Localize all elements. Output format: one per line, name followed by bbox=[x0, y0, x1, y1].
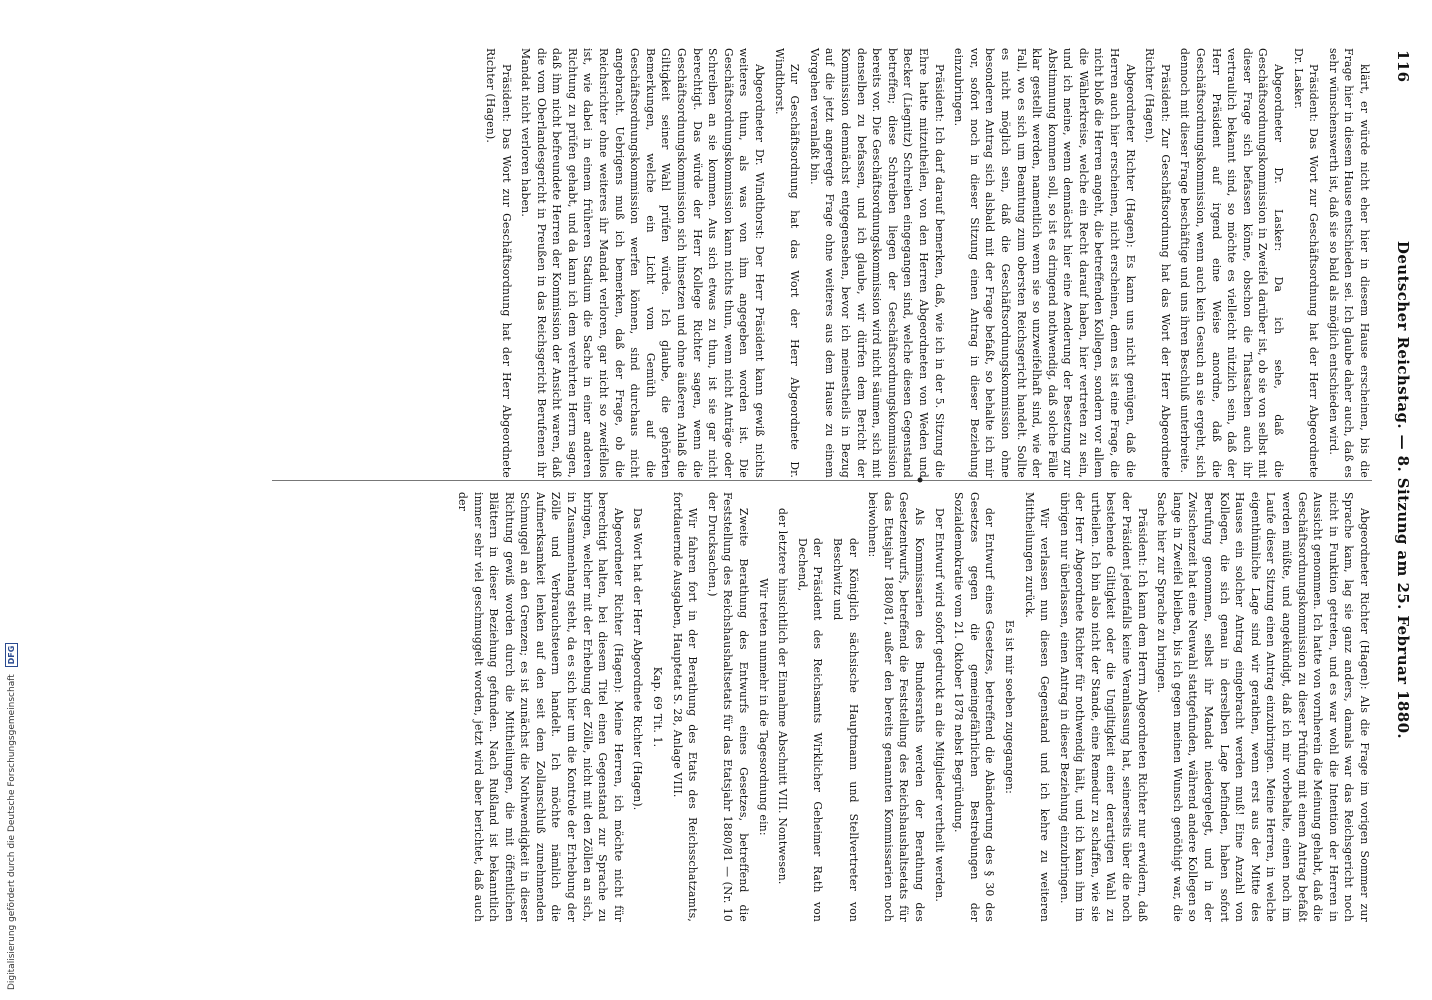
page-title: Deutscher Reichstag. — 8. Sitzung am 25. Februar 1880. bbox=[1394, 240, 1412, 740]
paragraph: Wir fahren fort in der Berathung des Etats des Reichsschatzamts, fortdauernde Ausgaben, Hauptetat S. 28, Anlage VIII. bbox=[670, 492, 700, 922]
paragraph: der letztere hinsichtlich der Einnahme Abschnitt VIII. Nontwesen. bbox=[776, 508, 790, 885]
right-column bbox=[450, 492, 1372, 922]
divider-mark-icon bbox=[916, 476, 924, 484]
paragraph: Wir treten nunmehr in die Tagesordnung ein: bbox=[756, 578, 770, 836]
paragraph: Präsident: Zur Geschäftsordnung hat das Wort der Herr Abgeordnete Richter (Hagen). bbox=[1143, 48, 1172, 478]
paragraph: der Präsident des Reichsamts Wirklicher Geheimer Rath von Dechend, bbox=[795, 538, 825, 922]
paragraph: Abgeordneter Richter (Hagen): Es kann uns nicht genügen, daß die Herren auch hier erscheinen, nicht erscheinen, denn es ist eine Frage, die nicht bloß die Herren angeht, die betreffenden Kollegen, sondern vor allem die Wählerkreise, welche ein Recht darauf haben, hier vertreten zu sein, und ich meine, wenn demnächst hier eine Aenderung der Besetzung zur Abstimmung kommen soll, so ist es dringend nothwendig, daß solche Fälle klar gestellt werden, namentlich wenn sie so unzweifelhaft sind, wie der Fall, wo es sich um Beamtung zum obersten Reichsgericht handelt. Sollte es nicht möglich sein, daß die Geschäftsordnungskommission ohne besonderen Antrag sich alsbald mit der Frage befaßt, so behalte ich mir vor, sofort noch in dieser Sitzung einen Antrag in dieser Beziehung einzubringen. bbox=[952, 48, 1137, 478]
footer-text: Digitalisierung gefördert durch die Deutsche Forschungsgemeinschaft bbox=[7, 674, 17, 990]
paragraph: Zur Geschäftsordnung hat das Wort der Herr Abgeordnete Dr. Windthorst. bbox=[772, 48, 802, 478]
paragraph: Abgeordneter Richter (Hagen): Meine Herren, ich möchte nicht für berechtigt halten, bei diesem Titel einen Gegenstand zur Sprache zu bringen, welcher mit der Erhebung der Zölle, nicht mit den Zöllen an sich, in Zusammenhang steht, da es sich hier um die Kontrole der Erhebung der Zölle und Verbrauchsteuern handelt. Ich möchte nämlich die Aufmerksamkeit lenken auf den seit dem Zollanschluß zunehmenden Schmuggel an den Grenzen; es ist zunächst die Nothwendigkeit in dieser Richtung gewiß worden durch die Mittheilungen, die mit öffentlichen Blättern in dieser Beziehung gefunden. Nach Rußland ist bekanntlich immer sehr viel geschmuggelt worden, jetzt wird aber berichtet, daß auch der bbox=[455, 492, 625, 922]
paragraph: Abgeordneter Dr. Lasker: Da ich sehe, daß die Geschäftsordnungskommission in Zweifel darüber ist, ob sie von selbst mit dieser Frage sich befassen könne, obschon die Thatsachen auch ihr vertraulich bekannt sind, so möchte es vielleicht nützlich sein, daß der Herr Präsident auf irgend eine Weise anordne, daß die Geschäftsordnungskommission, wenn auch kein Gesuch an sie ergeht, sich dennoch mit dieser Frage beschäftige und uns ihren Beschluß unterbreite. bbox=[1178, 48, 1286, 478]
footer-credit bbox=[1, 560, 23, 990]
paragraph: Präsident: Das Wort zur Geschäftsordnung hat der Herr Abgeordnete Richter (Hagen). bbox=[483, 48, 513, 478]
dfg-logo: DFG bbox=[5, 643, 18, 668]
paragraph: Als Kommissarien des Bundesraths werden der Berathung des Gesetzentwurfs, betreffend die Feststellung des Reichshaushaltsetats für das Etatsjahr 1880/81, außer den bereits genannten Kommissarien noch beiwohnen: bbox=[866, 492, 926, 922]
paragraph: Das Wort hat der Herr Abgeordnete Richter (Hagen). bbox=[631, 508, 645, 811]
paragraph: Abgeordneter Richter (Hagen): Als die Frage im vorigen Sommer zur Sprache kam, lag sie ganz anders, damals war das Reichsgericht noch nicht in Funktion getreten, und es war wohl die Intention der Herren in Aussicht genommen. Ich hatte von vornherein die Meinung gehabt, daß die Geschäftsordnungskommission zu dieser Prüfung mit einem Antrag befaßt werden müßte, und angekündigt, daß ich mir vorbehalte, einen noch im Laufe dieser Sitzung einen Antrag einzubringen. Meine Herren, in welche eigenthümliche Lage sind wir gerathen, wenn erst aus der Mitte des Hauses ein solcher Antrag eingebracht werden muß! Eine Anzahl von Kollegen, die sich genau in derselben Lage befinden, haben sofort Berufung genommen, selbst ihr Mandat niedergelegt, und in der Zwischenzeit hat eine Neuwahl stattgefunden, während andere Kollegen so lange in Zweifel bleiben, bis ich gegen meinen Wunsch genöthigt war, die Sache hier zur Sprache zu bringen. bbox=[1155, 492, 1371, 922]
paragraph: Abgeordneter Dr. Windthorst: Der Herr Präsident kann gewiß nichts weiteres thun, als was von ihm angegeben worden ist. Die Geschäftsordnungskommission kann nichts thun, wenn nicht Anträge oder Schreiben an sie kommen. Aus sich etwas zu thun, ist sie gar nicht berechtigt. Das würde der Herr Kollege Richter sagen, wenn die Geschäftsordnungskommission sich hinsetzen und ohne äußeren Anlaß die Giltigkeit seiner Wahl prüfen würde. Ich glaube, die gehörten Bemerkungen, welche ein Licht vom Gemüth auf die Geschäftsordnungskommission werfen können, sind durchaus nicht angebracht. Uebrigens muß ich bemerken, daß der Frage, ob die Reichsrichter ohne weiteres ihr Mandat verloren, gar nicht so zweifellos ist, wie dabei in einem früheren Stadium die Sache in einer anderen Richtung zu prüfen gehabt, und da kann ich dem verehrten Herrn sagen, daß ihm nicht befreundete Herren der Kommission der Ansicht waren, daß die vom Oberlandesgericht in Preußen in das Reichsgericht Berufenen ihr Mandat nicht verloren haben. bbox=[519, 48, 767, 478]
paragraph: Präsident: Ich darf darauf bemerken, daß, wie ich in der 5. Sitzung die Ehre hatte mitzutheilen, von den Herren Abgeordneten von Weden und Becker (Liegnitz) Schreiben eingegangen sind, welche diesen Gegenstand betreffen; diese Schreiben liegen der Geschäftsordnungskommission bereits vor. Die Geschäftsordnungskommission wird nicht säumen, sich mit denselben zu befassen, und ich glaube, wir dürfen dem Bericht der Kommission demnächst entgegensehen, bevor ich meinestheils in Bezug auf die jetzt angeregte Frage ohne weiteres aus dem Hause zu einem Vorgehen veranlaßt bin. bbox=[807, 48, 946, 478]
page-number: 116 bbox=[1394, 50, 1412, 83]
left-column bbox=[478, 48, 1372, 478]
paragraph: Es ist mir soeben zugegangen: bbox=[1002, 620, 1016, 794]
paragraph: Zweite Berathung des Entwurfs eines Gesetzes, betreffend die Feststellung des Reichshaushaltsetats für das Etatsjahr 1880/81 — (Nr. 10 der Drucksachen.) bbox=[705, 492, 751, 922]
paragraph: klärt, er würde nicht eher hier in diesem Hause erscheinen, bis die Frage hier in diesem Hause entschieden sei. Ich glaube daher auch, daß es sehr wünschenswerth ist, daß sie so bald als möglich entschieden wird. bbox=[1326, 48, 1371, 478]
column-divider bbox=[272, 480, 1372, 481]
paragraph: Präsident: Ich kann dem Herrn Abgeordneten Richter nur erwidern, daß der Präsident jedenfalls keine Veranlassung hat, seinerseits über die noch bestehende Giltigkeit oder die Ungiltigkeit einer derartigen Wahl zu urtheilen. Ich bin also nicht der Stande, eine Remedur zu schaffen, wie sie der Herr Abgeordnete Richter für nothwendig hält, und ich kann ihm im übrigen nur überlassen, einen Antrag in dieser Beziehung einzubringen. bbox=[1057, 492, 1149, 922]
paragraph: Kap. 69 Tit. 1. bbox=[651, 666, 665, 748]
page-header bbox=[1386, 50, 1412, 930]
paragraph: der Königlich sächsische Hauptmann und Stellvertreter von Beschwitz und bbox=[831, 538, 860, 922]
paragraph: Wir verlassen nun diesen Gegenstand und ich kehre zu weiteren Mittheilungen zurück. bbox=[1022, 492, 1052, 922]
paragraph: Präsident: Das Wort zur Geschäftsordnung hat der Herr Abgeordnete Dr. Lasker. bbox=[1291, 48, 1321, 478]
paragraph: der Entwurf eines Gesetzes, betreffend die Abänderung des § 30 des Gesetzes gegen die gemeingefährlichen Bestrebungen der Sozialdemokratie vom 21. Oktober 1878 nebst Begründung. bbox=[952, 492, 997, 922]
paragraph: Der Entwurf wird sofort gedruckt an die Mitglieder vertheilt werden. bbox=[932, 508, 946, 903]
